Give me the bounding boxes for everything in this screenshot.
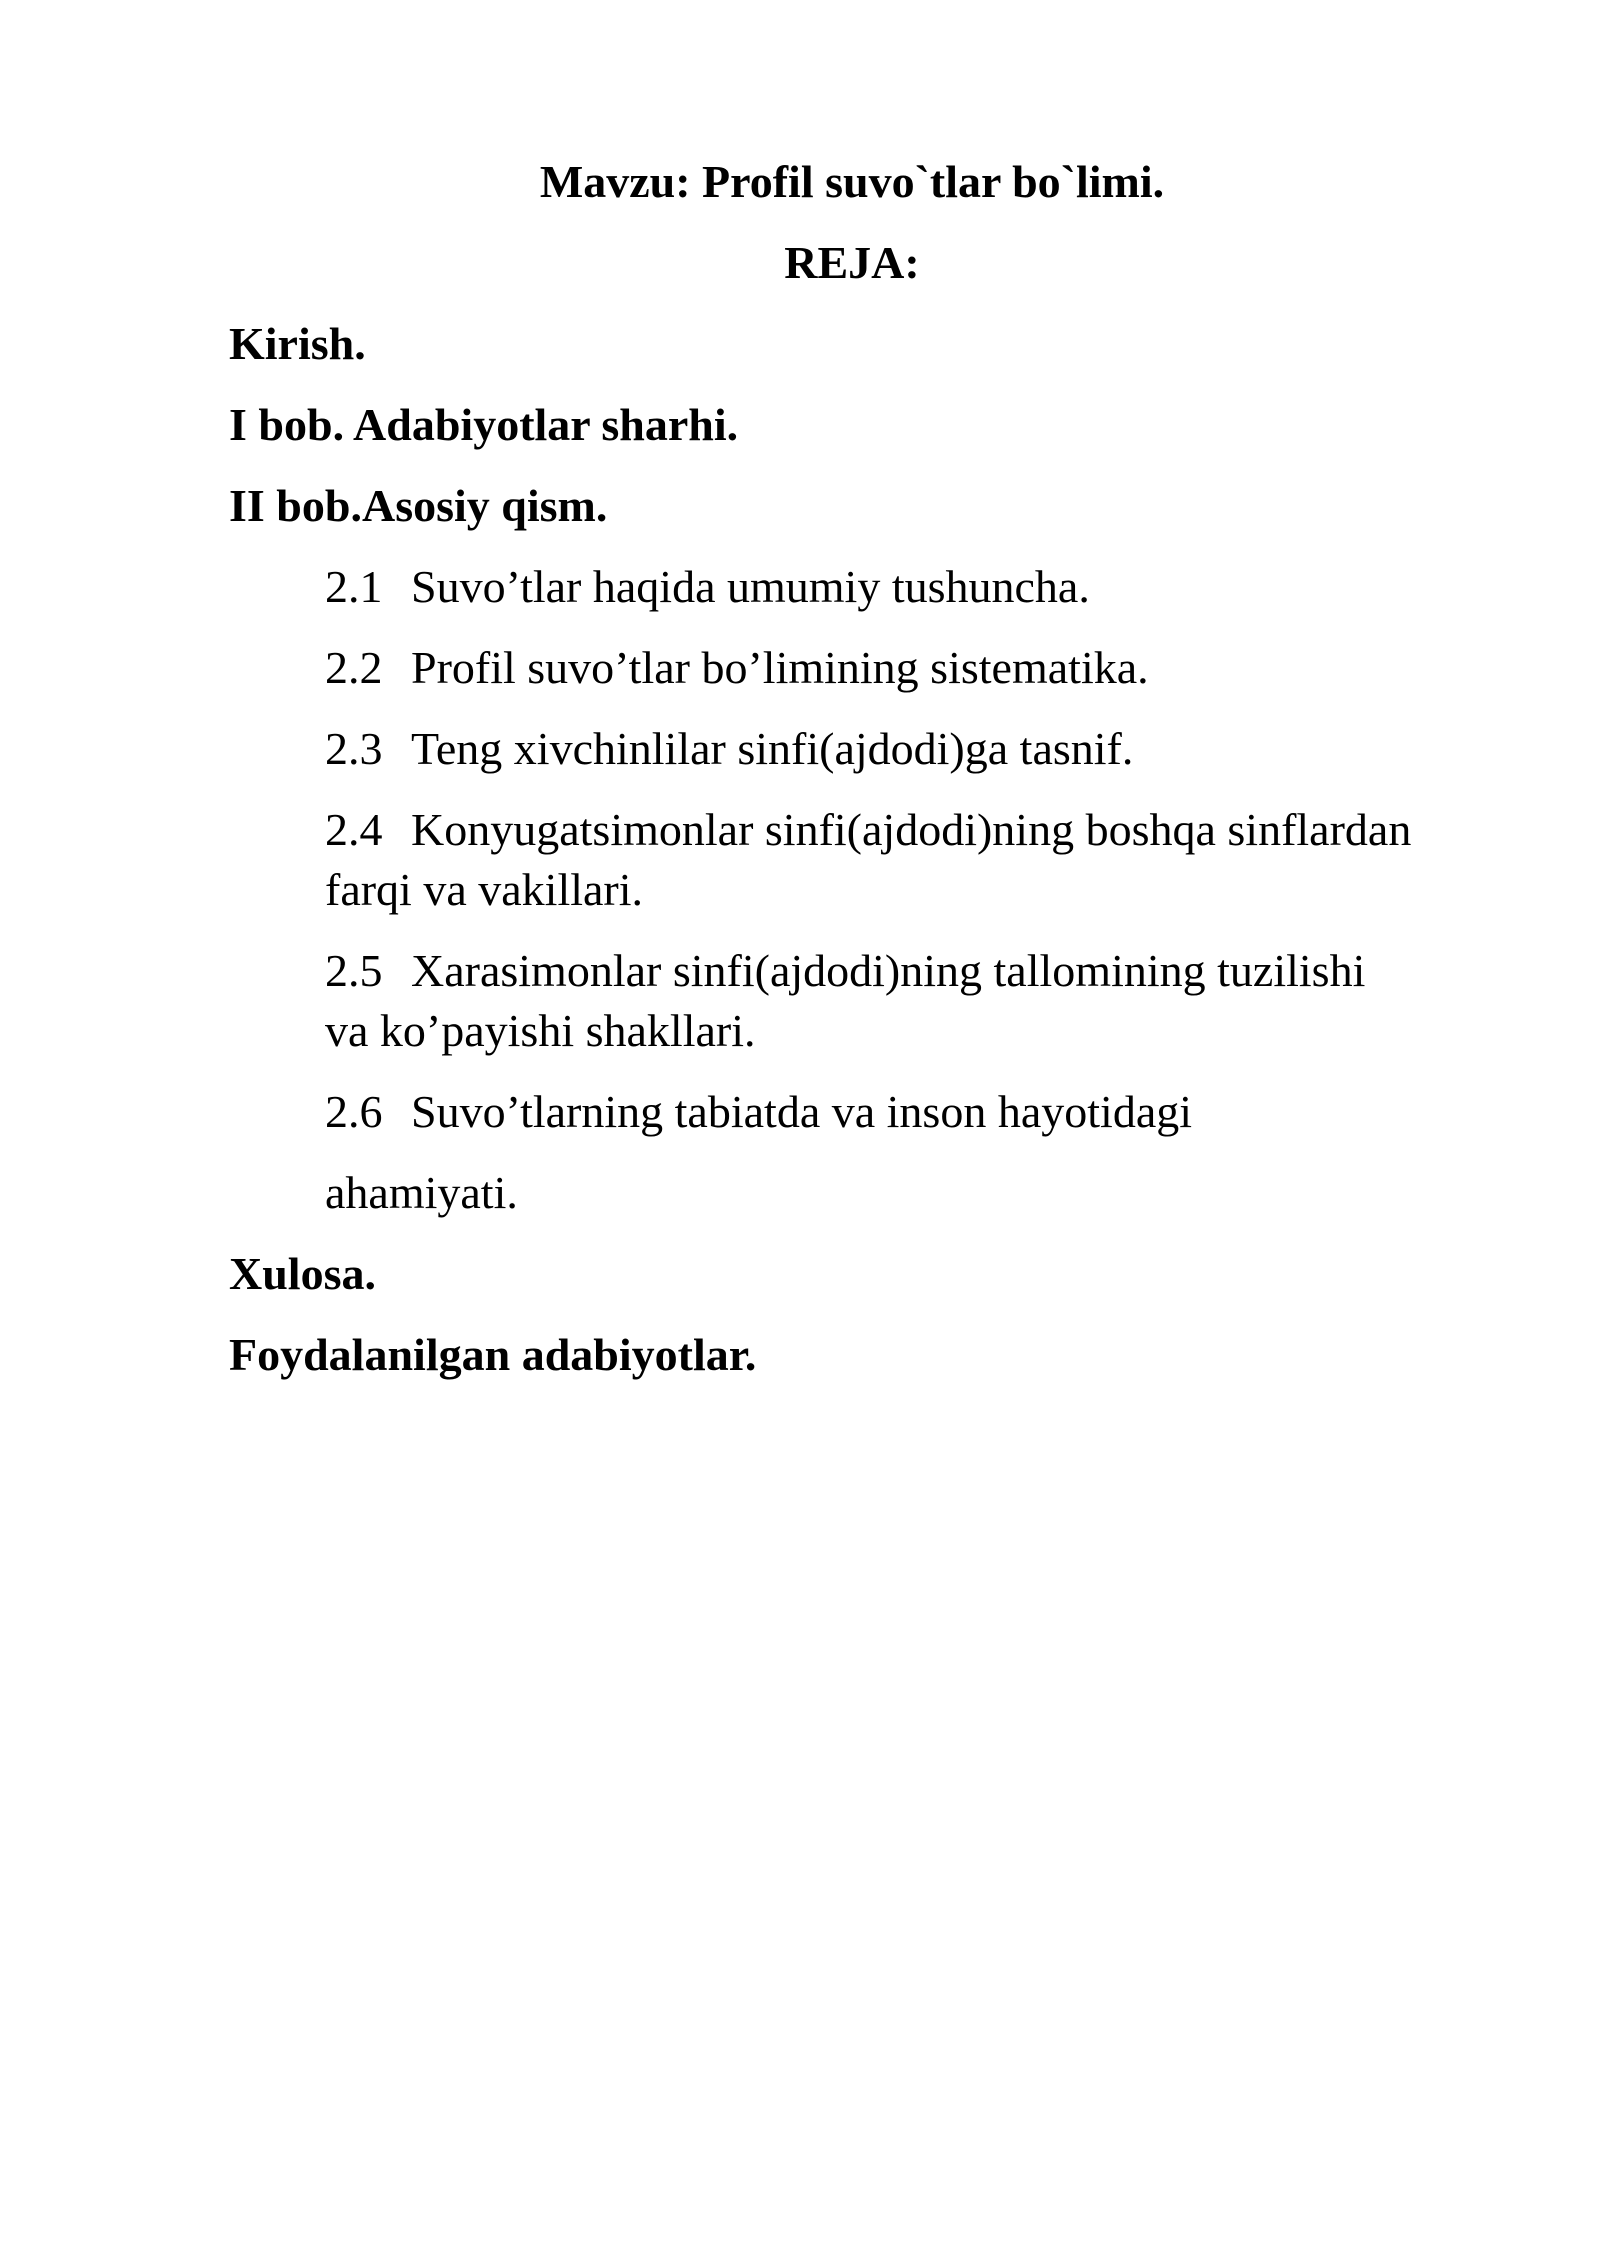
- subsection-2-4-continuation: farqi va vakillari.: [325, 864, 644, 915]
- subsection-2-3: [325, 719, 1133, 779]
- subsection-2-1: [325, 557, 1090, 617]
- plan-heading: REJA:: [784, 237, 920, 288]
- subsection-number: 2.3: [325, 723, 383, 774]
- section-conclusion: Xulosa.: [229, 1248, 376, 1299]
- subsection-number: 2.5: [325, 945, 383, 996]
- section-introduction: Kirish.: [229, 318, 366, 369]
- subsection-text: Teng xivchinlilar sinfi(ajdodi)ga tasnif.: [411, 723, 1134, 774]
- document-title: Mavzu: Profil suvo`tlar bo`limi.: [539, 156, 1165, 207]
- subsection-text: Profil suvo’tlar bo’limining sistematika.: [411, 642, 1149, 693]
- subsection-number: 2.6: [325, 1086, 383, 1137]
- subsection-number: 2.1: [325, 561, 383, 612]
- subsection-2-6: [325, 1082, 1192, 1142]
- section-chapter-1: I bob. Adabiyotlar sharhi.: [229, 399, 739, 450]
- subsection-text: Xarasimonlar sinfi(ajdodi)ning tallomining tuzilishi: [411, 945, 1366, 996]
- section-chapter-2: II bob.Asosiy qism.: [229, 480, 608, 531]
- subsection-text: Konyugatsimonlar sinfi(ajdodi)ning boshqa sinflardan: [411, 804, 1412, 855]
- subsection-2-6-continuation: ahamiyati.: [325, 1167, 518, 1218]
- subsection-number: 2.2: [325, 642, 383, 693]
- subsection-2-4: [325, 800, 1411, 860]
- subsection-text: Suvo’tlarning tabiatda va inson hayotidagi: [411, 1086, 1193, 1137]
- subsection-2-2: [325, 638, 1149, 698]
- subsection-2-5: [325, 941, 1365, 1001]
- subsection-number: 2.4: [325, 804, 383, 855]
- subsection-text: Suvo’tlar haqida umumiy tushuncha.: [411, 561, 1090, 612]
- section-references: Foydalanilgan adabiyotlar.: [229, 1329, 757, 1380]
- subsection-2-5-continuation: va ko’payishi shakllari.: [325, 1005, 756, 1056]
